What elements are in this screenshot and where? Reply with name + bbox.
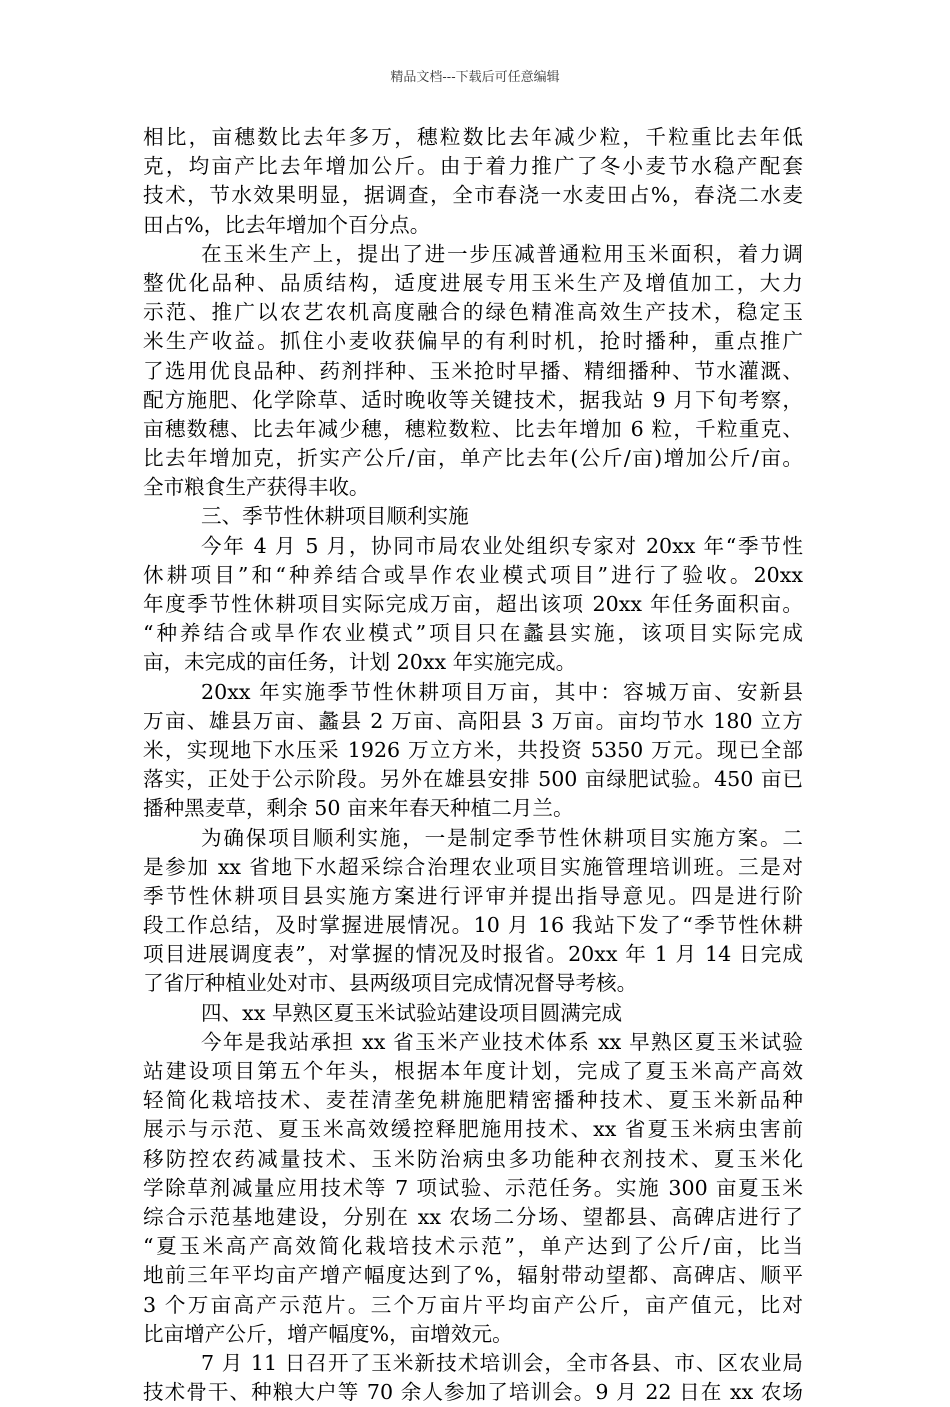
text-line: 整优化品种、品质结构，适度进展专用玉米生产及增值加工，大力	[143, 270, 803, 295]
text-line: 综合示范基地建设，分别在 xx 农场二分场、望都县、高碑店进行了	[143, 1204, 803, 1229]
text-line: 是参加 xx 省地下水超采综合治理农业项目实施管理培训班。三是对	[143, 854, 803, 879]
text-line: 休耕项目”和“种养结合或旱作农业模式项目”进行了验收。20xx	[143, 562, 803, 587]
text-line: 了选用优良品种、药剂拌种、玉米抢时早播、精细播种、节水灌溉、	[143, 358, 803, 383]
text-line: 相比，亩穗数比去年多万，穗粒数比去年减少粒，千粒重比去年低	[143, 125, 803, 149]
text-line: 学除草剂减量应用技术等 7 项试验、示范任务。实施 300 亩夏玉米	[143, 1175, 803, 1200]
text-line: 年度季节性休耕项目实际完成万亩，超出该项 20xx 年任务面积亩。	[143, 592, 803, 616]
text-line: 米生产收益。抓住小麦收获偏早的有利时机，抢时播种，重点推广	[143, 329, 803, 354]
text-line: 克，均亩产比去年增加公斤。由于着力推广了冬小麦节水稳产配套	[143, 154, 803, 179]
text-line: 亩，未完成的亩任务，计划 20xx 年实施完成。	[143, 650, 577, 675]
text-line: 今年是我站承担 xx 省玉米产业技术体系 xx 早熟区夏玉米试验	[201, 1029, 803, 1054]
text-line: 配方施肥、化学除草、适时晚收等关键技术，据我站 9 月下旬考察，	[143, 387, 803, 412]
text-line: 季节性休耕项目县实施方案进行评审并提出指导意见。四是进行阶	[143, 883, 803, 908]
text-line: 为确保项目顺利实施，一是制定季节性休耕项目实施方案。二	[201, 825, 803, 850]
text-line: 比去年增加克，折实产公斤/亩，单产比去年(公斤/亩)增加公斤/亩。	[143, 446, 803, 471]
text-line: 今年 4 月 5 月，协同市局农业处组织专家对 20xx 年“季节性	[201, 533, 803, 558]
text-line: 落实，正处于公示阶段。另外在雄县安排 500 亩绿肥试验。450 亩已	[143, 767, 803, 792]
text-line: 轻简化栽培技术、麦茬清垄免耕施肥精密播种技术、夏玉米新品种	[143, 1088, 803, 1113]
text-line: 移防控农药减量技术、玉米防治病虫多功能种衣剂技术、夏玉米化	[143, 1146, 803, 1171]
text-line: 米，实现地下水压采 1926 万立方米，共投资 5350 万元。现已全部	[143, 737, 803, 762]
text-line: 技术骨干、种粮大户等 70 余人参加了培训会。9 月 22 日在 xx 农场	[143, 1380, 803, 1405]
text-line: 在玉米生产上，提出了进一步压减普通粒用玉米面积，着力调	[201, 241, 803, 266]
text-line: 万亩、雄县万亩、蠡县 2 万亩、高阳县 3 万亩。亩均节水 180 立方	[143, 708, 803, 733]
text-line: 地前三年平均亩产增产幅度达到了%，辐射带动望都、高碑店、顺平	[143, 1263, 803, 1288]
text-line: 示范、推广以农艺农机高度融合的绿色精准高效生产技术，稳定玉	[143, 300, 803, 325]
text-line: 7 月 11 日召开了玉米新技术培训会，全市各县、市、区农业局	[201, 1350, 803, 1375]
text-line: “夏玉米高产高效简化栽培技术示范”，单产达到了公斤/亩，比当	[143, 1234, 803, 1259]
text-line: 播种黑麦草，剩余 50 亩来年春天种植二月兰。	[143, 796, 574, 821]
text-line: “种养结合或旱作农业模式”项目只在蠡县实施，该项目实际完成	[143, 621, 803, 646]
text-line: 段工作总结，及时掌握进展情况。10 月 16 我站下发了“季节性休耕	[143, 913, 803, 938]
section-heading: 三、季节性休耕项目顺利实施	[201, 504, 469, 529]
text-line: 全市粮食生产获得丰收。	[143, 475, 370, 500]
section-heading: 四、xx 早熟区夏玉米试验站建设项目圆满完成	[201, 1000, 623, 1025]
page-header: 精品文档---下载后可任意编辑	[390, 70, 560, 85]
text-line: 展示与示范、夏玉米高效缓控释肥施用技术、xx 省夏玉米病虫害前	[143, 1117, 803, 1142]
document-body	[143, 123, 803, 1407]
text-line: 田占%，比去年增加个百分点。	[143, 212, 431, 237]
text-line: 20xx 年实施季节性休耕项目万亩，其中：容城万亩、安新县	[201, 679, 803, 704]
text-line: 亩穗数穗、比去年减少穗，穗粒数粒、比去年增加 6 粒，千粒重克、	[143, 416, 803, 441]
text-line: 3 个万亩高产示范片。三个万亩片平均亩产公斤，亩产值元，比对	[143, 1292, 803, 1317]
text-line: 比亩增产公斤，增产幅度%，亩增效元。	[143, 1321, 513, 1346]
text-line: 技术，节水效果明显，据调查，全市春浇一水麦田占%，春浇二水麦	[143, 183, 803, 208]
text-line: 了省厅种植业处对市、县两级项目完成情况督导考核。	[143, 971, 638, 996]
text-line: 项目进展调度表”，对掌握的情况及时报省。20xx 年 1 月 14 日完成	[143, 942, 803, 967]
text-line: 站建设项目第五个年头，根据本年度计划，完成了夏玉米高产高效	[143, 1059, 803, 1083]
